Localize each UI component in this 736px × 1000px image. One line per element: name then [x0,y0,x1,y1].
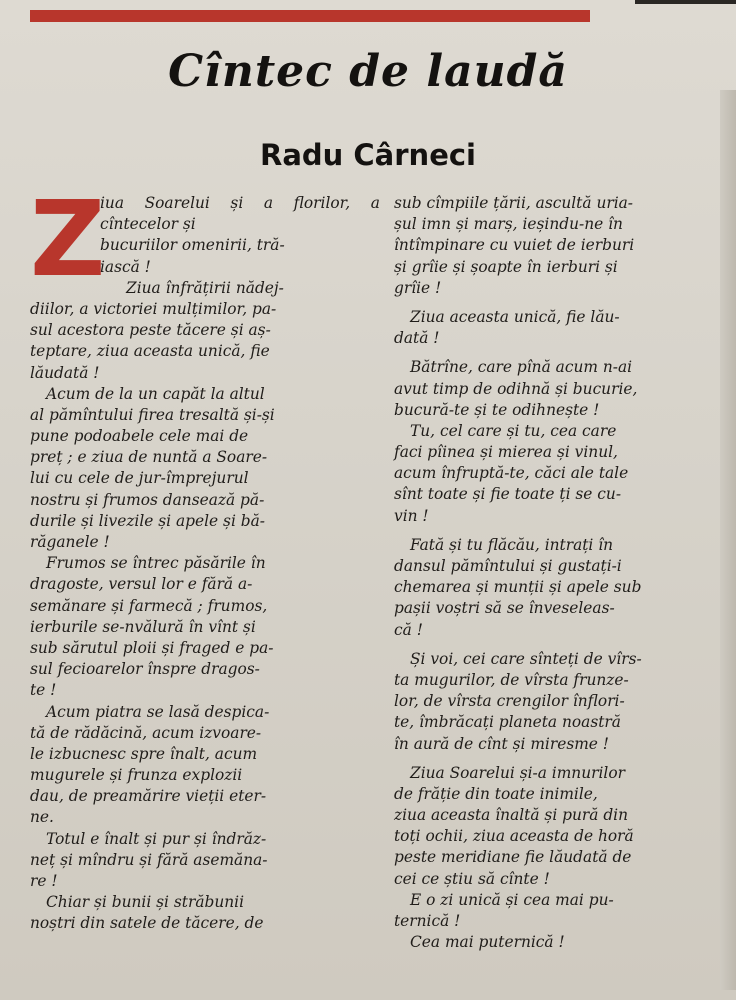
text-line: avut timp de odihnă și bucurie, [394,379,638,398]
text-line: te ! [30,681,57,700]
paragraph-gap [394,349,726,357]
text-line: acum înfruptă-te, căci ale tale [394,464,629,483]
text-line: Chiar și bunii și străbunii [46,893,245,912]
red-header-rule [30,10,590,22]
text-line: întîmpinare cu vuiet de ierburi [394,236,635,255]
text-line: nostru și frumos dansează pă- [30,490,265,509]
paragraph-gap [394,755,726,763]
text-line: vin ! [394,506,429,525]
text-line: te, îmbrăcați planeta noastră [394,713,621,732]
text-line: al pămîntului firea tresaltă și-și [30,405,275,424]
text-line: mugurele și frunza explozii [30,766,243,785]
text-line: Totul e înalt și pur și îndrăz- [46,829,267,848]
text-line: pașii voștri să se înveseleas- [394,599,615,618]
text-line: Tu, cel care și tu, cea care [410,421,617,440]
text-line: lăudată ! [30,363,100,382]
text-line: ierburile se-nvălură în vînt și [30,617,256,636]
drop-cap: Z [30,178,106,300]
text-line: teptare, ziua aceasta unică, fie [30,342,270,361]
text-line: grîie ! [394,278,442,297]
text-line: sub sărutul ploii și fraged e pa- [30,638,274,657]
poem-title: Cîntec de laudă [168,46,568,97]
text-line: în aură de cînt și miresme ! [394,734,609,753]
text-line: bucură-te și te odihnește ! [394,400,600,419]
text-line: preț ; e ziua de nuntă a Soare- [30,448,268,467]
text-line: că ! [394,620,423,639]
text-line: diilor, a victoriei mulțimilor, pa- [30,299,277,318]
text-line: iască ! [100,257,151,276]
text-line: și grîie și șoapte în ierburi și [394,257,618,276]
corner-rule [635,0,736,4]
text-line: Cea mai puternică ! [410,933,565,952]
paragraph-gap [394,641,726,649]
text-line: ne. [30,808,54,827]
text-line: Acum piatra se lasă despica- [46,702,270,721]
text-line: re ! [30,872,58,891]
paragraph-gap [394,299,726,307]
text-line: dată ! [394,329,440,348]
text-line: faci pîinea și mierea și vinul, [394,443,618,462]
text-line: lui cu cele de jur-împrejurul [30,469,249,488]
text-line: le izbucnesc spre înalt, acum [30,744,258,763]
text-line: dau, de preamărire vieții eter- [30,787,267,806]
text-line: ta mugurilor, de vîrsta frunze- [394,670,629,689]
text-line: durile și livezile și apele și bă- [30,511,265,530]
poem-author: Radu Cârneci [260,138,476,172]
text-line: Și voi, cei care sînteți de vîrs- [410,649,642,668]
text-line: lor, de vîrsta crengilor înflori- [394,692,625,711]
text-line: Acum de la un capăt la altul [46,384,265,403]
text-line: sul acestora peste tăcere și aș- [30,321,271,340]
text-line: cei ce știu să cînte ! [394,869,550,888]
paragraph-gap [394,527,726,535]
text-line: Ziua Soarelui și-a imnurilor [410,763,625,782]
text-line: sînt toate și fie toate ți se cu- [394,485,622,504]
text-line: șul imn și marș, ieșindu-ne în [394,215,623,234]
text-line: pune podoabele cele mai de [30,427,249,446]
text-line: ternică ! [394,912,461,930]
text-line: toți ochii, ziua aceasta de horă [394,827,634,846]
text-line: semănare și farmecă ; frumos, [30,596,268,615]
text-line: dragoste, versul lor e fără a- [30,575,253,594]
text-line: dansul pămîntului și gustați-i [394,557,622,575]
left-column [30,178,380,935]
text-line: Fată și tu flăcău, intrați în [410,535,614,554]
text-line: E o zi unică și cea mai pu- [410,890,614,909]
text-line: ziua aceasta înaltă și pură din [394,806,629,825]
text-line: răganele ! [30,533,110,552]
text-line: de frăție din toate inimile, [394,784,598,803]
right-column [394,193,726,953]
text-line: Frumos se întrec păsările în [46,554,266,573]
text-line: Ziua aceasta unică, fie lău- [410,307,620,326]
text-line: iua Soarelui și a florilor, a cîntecelor și [100,194,380,234]
text-line: bucuriilor omenirii, tră- [100,236,285,255]
text-line: tă de rădăcină, acum izvoare- [30,723,262,742]
text-line: chemarea și munții și apele sub [394,578,642,597]
text-line: sub cîmpiile țării, ascultă uria- [394,194,634,212]
text-line: sul fecioarelor înspre dragos- [30,660,260,679]
text-line: noștri din satele de tăcere, de [30,914,264,933]
text-line: neț și mîndru și fără asemăna- [30,850,268,869]
text-line: Bătrîne, care pînă acum n-ai [410,358,633,377]
text-line: peste meridiane fie lăudată de [394,848,632,867]
text-line: Ziua înfrățirii nădej- [126,278,284,297]
